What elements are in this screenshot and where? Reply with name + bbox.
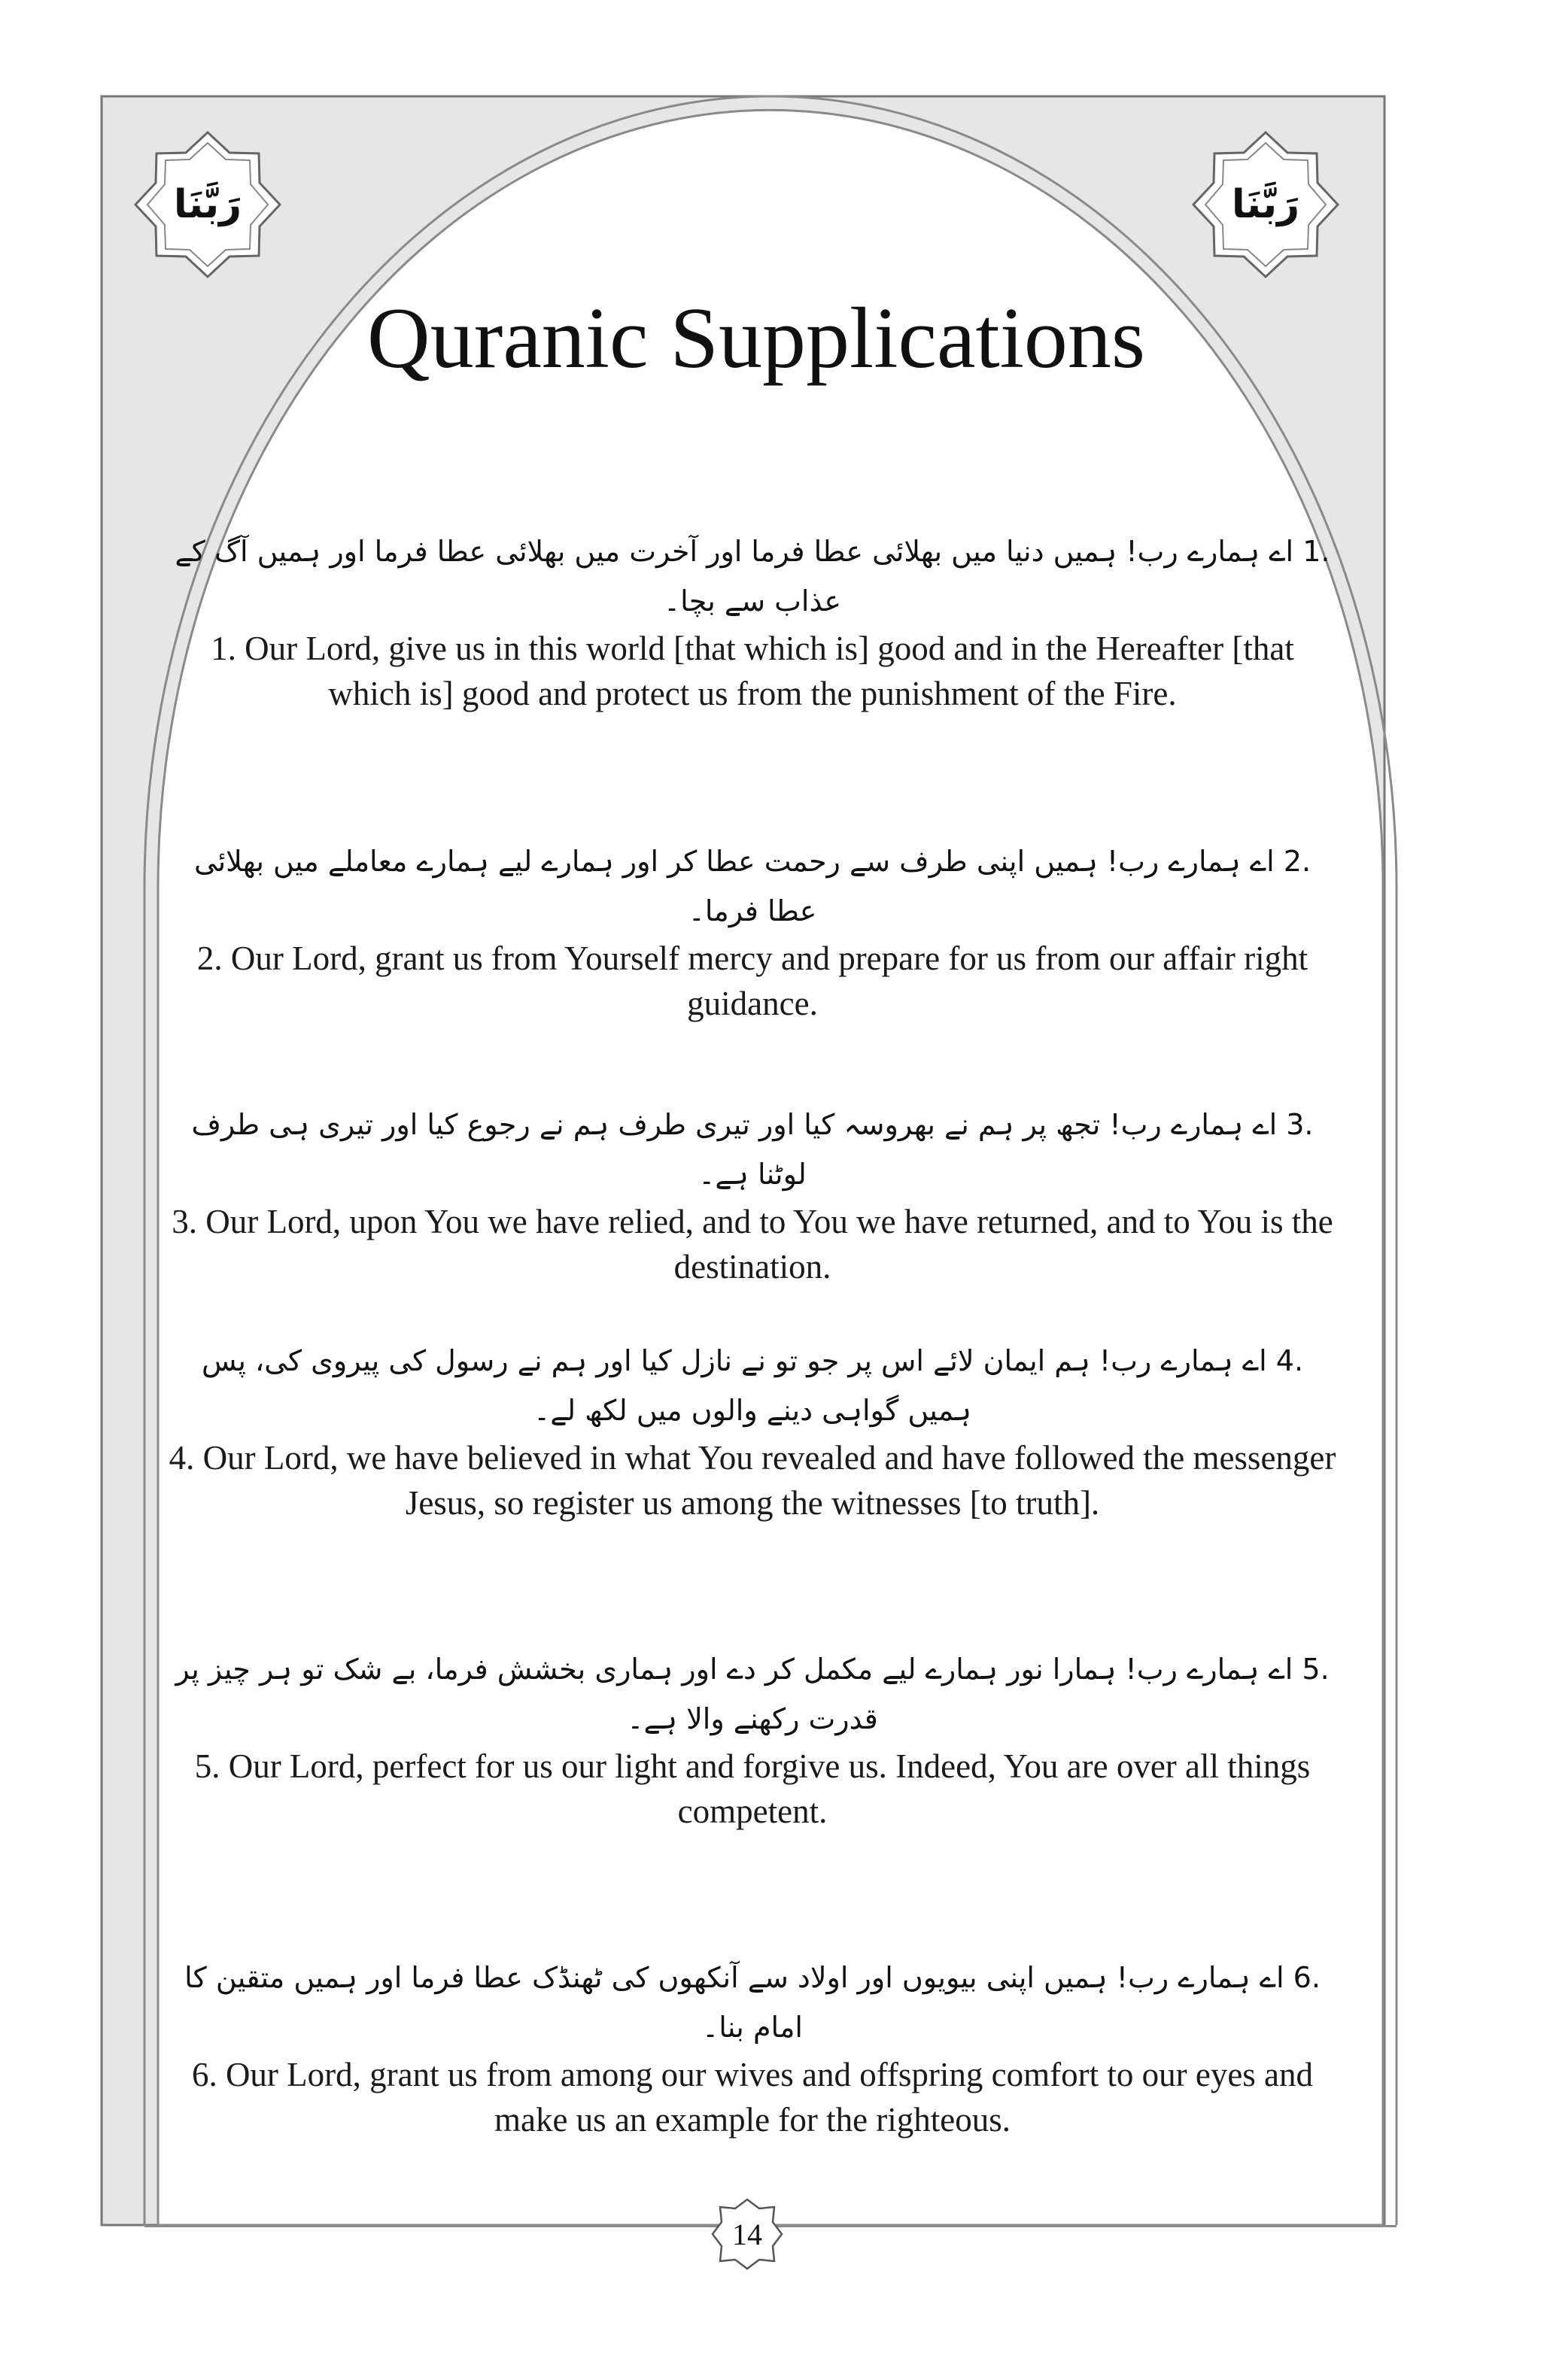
supplication-urdu: .6 اے ہمارے رب! ہمیں اپنی بیویوں اور اولاد سے آنکھوں کی ٹھنڈک عطا فرما اور ہمیں متقین کا امام بنا۔	[184, 1961, 1321, 2044]
supplication-english: 5. Our Lord, perfect for us our light and forgive us. Indeed, You are over all things competent.	[194, 1747, 1311, 1830]
page-number-badge	[710, 2196, 785, 2272]
supplication-urdu: .2 اے ہمارے رب! ہمیں اپنی طرف سے رحمت عطا کر اور ہمارے لیے ہمارے معاملے میں بھلائی عطا فرما۔	[193, 845, 1312, 927]
supplication-english: 2. Our Lord, grant us from Yourself mercy and prepare for us from our affair right guidance.	[196, 940, 1308, 1022]
corner-badge-right	[1190, 129, 1341, 280]
supplication-item	[150, 527, 1354, 716]
corner-badge-label: رَبَّنَا	[173, 182, 242, 227]
corner-badge-left	[132, 129, 283, 280]
supplication-item	[150, 836, 1354, 1026]
supplication-urdu: .4 اے ہمارے رب! ہم ایمان لائے اس پر جو تو نے نازل کیا اور ہم نے رسول کی پیروی کی، پس ہمیں گواہی دینے والوں میں لکھ لے۔	[201, 1344, 1304, 1427]
supplication-urdu: .3 اے ہمارے رب! تجھ پر ہم نے بھروسہ کیا اور تیری طرف ہم نے رجوع کیا اور تیری ہی طرف لوٹنا ہے۔	[191, 1108, 1314, 1191]
supplication-item	[150, 1953, 1354, 2142]
supplication-english: 4. Our Lord, we have believed in what You revealed and have followed the messenger Jesus, so register us among the witnesses [to truth].	[169, 1439, 1336, 1522]
supplication-item	[150, 1644, 1354, 1834]
page-title: Quranic Supplications	[366, 290, 1146, 387]
supplication-item	[150, 1336, 1354, 1525]
page-number: 14	[732, 2217, 762, 2251]
supplication-english: 3. Our Lord, upon You we have relied, and to You we have returned, and to You is the destination.	[172, 1203, 1333, 1286]
supplication-urdu: .5 اے ہمارے رب! ہمارا نور ہمارے لیے مکمل کر دے اور ہماری بخشش فرما، بے شک تو ہر چیز پر قدرت رکھنے والا ہے۔	[175, 1653, 1330, 1735]
supplication-english: 1. Our Lord, give us in this world [that which is] good and in the Hereafter [that which is] good and protect us from the punishment of the Fire.	[211, 630, 1294, 712]
supplication-item	[150, 1100, 1354, 1289]
supplication-english: 6. Our Lord, grant us from among our wives and offspring comfort to our eyes and make us an example for the righteous.	[191, 2056, 1314, 2139]
supplication-urdu: .1 اے ہمارے رب! ہمیں دنیا میں بھلائی عطا فرما اور آخرت میں بھلائی عطا فرما اور ہمیں آگ کے عذاب سے بچا۔	[175, 535, 1330, 618]
corner-badge-label: رَبَّنَا	[1231, 182, 1300, 227]
